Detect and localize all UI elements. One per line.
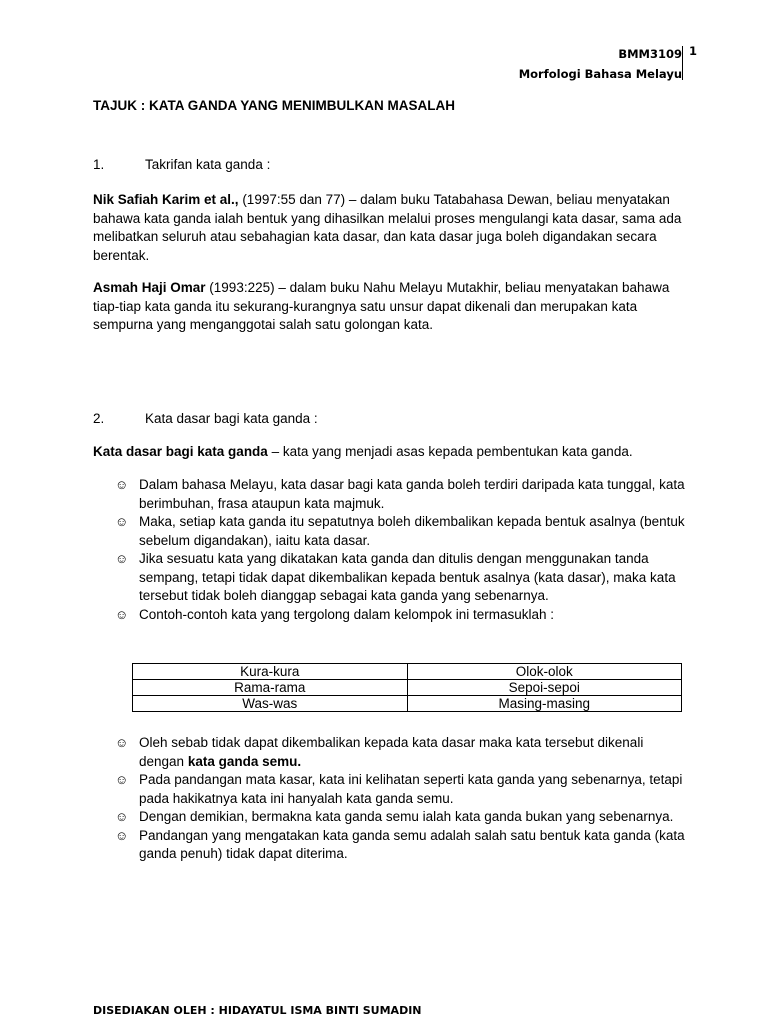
paragraph-text: (1993:225) – dalam buku Nahu Melayu Mutakhir, beliau menyatakan bahawa tiap-tiap kata ganda itu sekurang-kurangnya satu unsur dapat dikenali dan merupakan kata sempurna yang menganggotai salah satu golongan kata. [93,280,670,332]
table-cell: Kura-kura [133,664,408,680]
header-divider [682,46,683,80]
bullet-list-b [115,734,685,864]
definition-paragraph-2 [93,279,683,335]
definition-paragraph-1 [93,191,683,265]
author-name: Nik Safiah Karim et al., [93,192,239,207]
author-name: Asmah Haji Omar [93,280,206,295]
smiley-bullet-icon: ☺ [115,606,129,622]
section-title: Takrifan kata ganda : [145,157,271,172]
list-item: ☺ Jika sesuatu kata yang dikatakan kata ganda dan ditulis dengan menggunakan tanda sempang, tetapi tidak dapat dikembalikan kepada bentuk asalnya (kata dasar), maka kata tersebut tidak boleh dianggap sebagai kata ganda yang sebenarnya. [115,551,676,603]
paragraph-text: (1997:55 dan 77) – dalam buku Tatabahasa Dewan, beliau menyatakan bahawa kata ganda ialah bentuk yang dihasilkan melalui proses mengulangi kata dasar, sama ada melibatkan seluruh atau sebahagian kata dasar, dan kata dasar juga boleh digandakan secara berentak. [93,192,682,263]
definition-line [93,443,683,462]
smiley-bullet-icon: ☺ [115,772,129,787]
footer-author: DISEDIAKAN OLEH : HIDAYATUL ISMA BINTI SUMADIN [93,1004,422,1017]
section-title: Kata dasar bagi kata ganda : [145,411,318,426]
document-title: TAJUK : KATA GANDA YANG MENIMBULKAN MASALAH [93,98,455,113]
page-number: 1 [689,44,698,58]
course-code: BMM3109 [618,47,682,61]
table-row [133,680,682,696]
table-cell: Sepoi-sepoi [407,680,682,696]
list-item: ☺ Dengan demikian, bermakna kata ganda semu ialah kata ganda bukan yang sebenarnya. [115,808,685,827]
smiley-bullet-icon: ☺ [115,735,129,750]
section-number: 1. [93,157,105,172]
table-cell: Olok-olok [407,664,682,680]
running-header [519,44,682,84]
list-item: ☺ Contoh-contoh kata yang tergolong dalam kelompok ini termasuklah : [115,606,685,625]
section-number: 2. [93,411,105,426]
bullet-list-a [115,476,685,624]
table-row [133,696,682,712]
table-cell: Rama-rama [133,680,408,696]
list-item: ☺ Pandangan yang mengatakan kata ganda semu adalah salah satu bentuk kata ganda (kata ganda penuh) tidak dapat diterima. [115,827,685,861]
definition-text: – kata yang menjadi asas kepada pembentukan kata ganda. [267,444,633,459]
smiley-bullet-icon: ☺ [115,551,129,566]
definition-term: Kata dasar bagi kata ganda [93,444,268,459]
table-cell: Was-was [133,696,408,712]
list-item: ☺ Oleh sebab tidak dapat dikembalikan kepada kata dasar maka kata tersebut dikenali dengan kata ganda semu. [115,735,644,769]
table-row [133,664,682,680]
smiley-bullet-icon: ☺ [115,809,129,824]
examples-table [132,663,682,712]
section-2-heading [93,411,318,426]
key-term: kata ganda semu. [187,753,302,769]
table-cell: Masing-masing [407,696,682,712]
smiley-bullet-icon: ☺ [115,827,129,843]
smiley-bullet-icon: ☺ [115,514,129,529]
section-1-heading [93,157,270,172]
list-item: ☺ Pada pandangan mata kasar, kata ini kelihatan seperti kata ganda yang sebenarnya, tetapi pada hakikatnya kata ini hanyalah kata ganda semu. [115,772,683,806]
list-item: ☺ Dalam bahasa Melayu, kata dasar bagi kata ganda boleh terdiri daripada kata tunggal, kata berimbuhan, frasa ataupun kata majmuk. [115,477,685,511]
smiley-bullet-icon: ☺ [115,477,129,492]
list-item: ☺ Maka, setiap kata ganda itu sepatutnya boleh dikembalikan kepada bentuk asalnya (bentuk sebelum digandakan), iaitu kata dasar. [115,514,685,548]
course-name: Morfologi Bahasa Melayu [518,67,682,81]
